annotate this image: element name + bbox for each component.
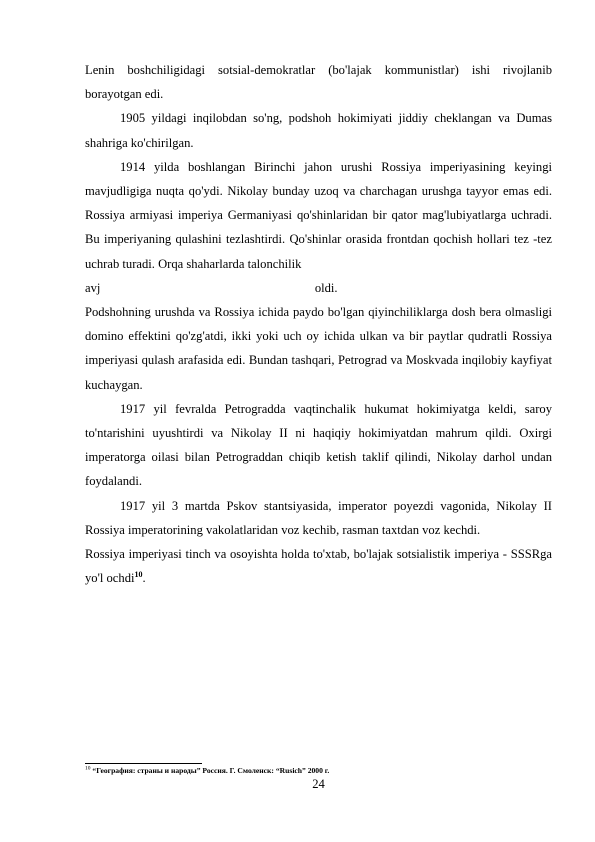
- paragraph-3-last-line-left: avj: [85, 280, 101, 295]
- footnote-number: 10: [85, 765, 91, 772]
- body-text: [85, 58, 552, 590]
- footnote-reference[interactable]: 10: [134, 570, 143, 580]
- paragraph-4: Podshohning urushda va Rossiya ichida paydo bo'lgan qiyinchiliklarga dosh bera olmasligi domino effektini qo'zg'atdi, ikki yoki uch oy ichida ulkan va bir paytlar qudratli Rossiya imperiyasi qulash arafasida edi. Bundan tashqari, Petrograd va Moskvada inqilobiy kayfiyat kuchaygan.: [85, 305, 552, 392]
- paragraph-5: 1917 yil fevralda Petrogradda vaqtinchalik hukumat hokimiyatga keldi, saroy to'ntarishini uyushtirdi va Nikolay II ni haqiqiy hokimiyatdan mahrum qildi. Oxirgi imperatorga oilasi bilan Petrograddan chiqib ketish taklif qilindi, Nikolay darhol undan foydalandi.: [85, 401, 552, 489]
- paragraph-1: Lenin boshchiligidagi sotsial-demokratlar (bo'lajak kommunistlar) ishi rivojlanib borayotgan edi.: [85, 63, 552, 102]
- paragraph-3: 1914 yilda boshlangan Birinchi jahon urushi Rossiya imperiyasining keyingi mavjudligiga nuqta qo'ydi. Nikolay bunday uzoq va charchagan urushga tayyor emas edi. Rossiya armiyasi imperiya Germaniyasi qo'shinlaridan bir qator mag'lubiyatlarga uchradi. Bu imperiyaning qulashini tezlashtirdi. Qo'shinlar orasida frontdan qochish hollari tez -tez uchrab turadi. Orqa shaharlarda talonchilik: [85, 159, 552, 271]
- paragraph-3-last-line-right: oldi.: [314, 280, 338, 295]
- paragraph-6: 1917 yil 3 martda Pskov stantsiyasida, imperator poyezdi vagonida, Nikolay II Rossiya imperatorining vakolatlaridan voz kechib, rasman taxtdan voz kechdi.: [85, 498, 552, 537]
- paragraph-2: 1905 yildagi inqilobdan so'ng, podshoh hokimiyati jiddiy cheklangan va Dumas shahriga ko'chirilgan.: [85, 111, 552, 150]
- paragraph-7-text: Rossiya imperiyasi tinch va osoyishta holda to'xtab, bo'lajak sotsialistik imperiya - SSSRga yo'l ochdi: [85, 547, 552, 586]
- footnote-text: “География: страны и народы” Россия. Г. Смоленск: “Rusich” 2000 г.: [92, 766, 330, 775]
- paragraph-7-end: .: [142, 571, 146, 586]
- page-number: 24: [312, 777, 325, 791]
- paragraph-7: [85, 542, 552, 590]
- footnote-divider: [85, 763, 202, 764]
- paragraph-3-last-line: [85, 276, 552, 300]
- footnote: [85, 766, 552, 776]
